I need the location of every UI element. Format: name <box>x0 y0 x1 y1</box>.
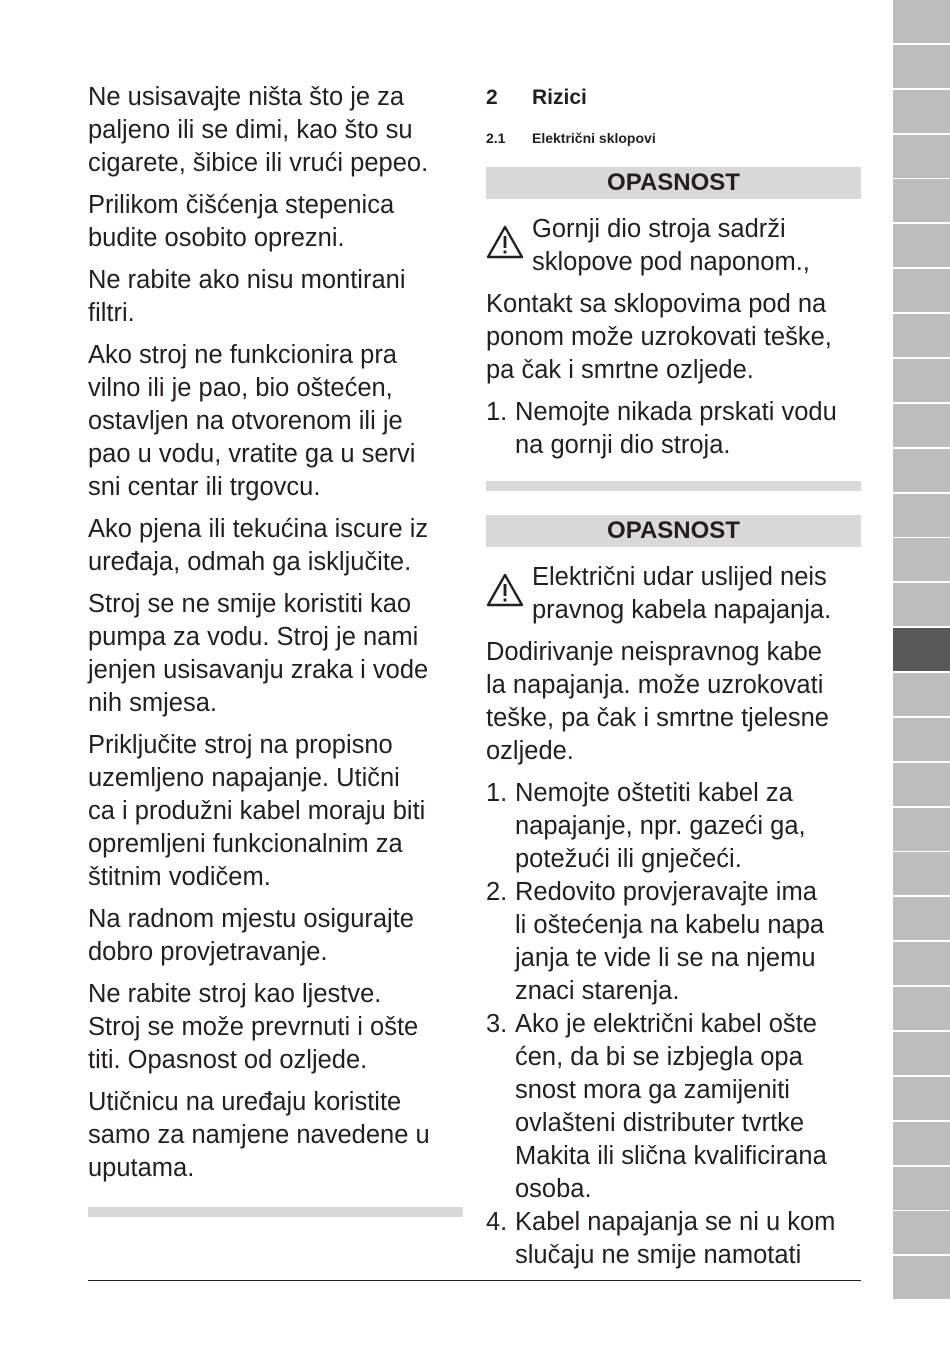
instruction-step <box>486 396 861 462</box>
thumb-tab <box>893 1256 950 1299</box>
step-text: Nemojte oštetiti kabel za napajanje, npr. gazeći ga, potežući ili gnječeći. <box>515 779 806 873</box>
thumb-tab <box>893 1032 950 1075</box>
danger-banner: OPASNOST <box>486 167 861 199</box>
thumb-index <box>893 0 950 1346</box>
thumb-tab <box>893 0 950 43</box>
safety-paragraph: Stroj se ne smije koristiti kao pumpa za vodu. Stroj je nami jenjen usisavanju zraka i vode nih smjesa. <box>88 590 429 717</box>
thumb-tab <box>893 45 950 88</box>
thumb-tab <box>893 673 950 716</box>
thumb-tab <box>893 449 950 492</box>
step-number: 2. <box>486 878 508 906</box>
warning-triangle-icon <box>486 573 524 607</box>
thumb-tab <box>893 494 950 537</box>
step-number: 3. <box>486 1010 508 1038</box>
step-number: 1. <box>486 398 508 426</box>
instruction-step <box>486 1206 861 1272</box>
thumb-tab <box>893 942 950 985</box>
safety-paragraph: Utičnicu na uređaju koristite samo za namjene navedene u uputama. <box>88 1088 430 1182</box>
step-text: Redovito provjeravajte ima li oštećenja na kabelu napa janja te vide li se na njemu znaci starenja. <box>515 878 825 1005</box>
warning-text: Gornji dio stroja sadrži sklopove pod naponom., <box>532 215 810 276</box>
thumb-tab <box>893 583 950 626</box>
danger-warning <box>486 561 861 627</box>
section-number: 2 <box>486 86 498 109</box>
thumb-tab <box>893 1122 950 1165</box>
thumb-tab-active <box>893 628 950 671</box>
safety-paragraph: Ne rabite ako nisu montirani filtri. <box>88 266 406 327</box>
thumb-tab <box>893 224 950 267</box>
instruction-list <box>486 396 861 462</box>
safety-paragraph: Prilikom čišćenja stepenica budite osobito oprezni. <box>88 191 395 252</box>
section-title: Rizici <box>532 86 587 109</box>
step-text: Kabel napajanja se ni u kom slučaju ne smije namotati <box>515 1208 836 1269</box>
instruction-step <box>486 876 861 1008</box>
subsection-number: 2.1 <box>486 130 506 146</box>
danger-description: Kontakt sa sklopovima pod na ponom može uzrokovati teške, pa čak i smrtne ozljede. <box>486 290 832 384</box>
warning-text: Električni udar uslijed neis pravnog kabela napajanja. <box>532 563 832 624</box>
thumb-tab <box>893 269 950 312</box>
thumb-tab <box>893 135 950 178</box>
thumb-tab <box>893 179 950 222</box>
thumb-tab <box>893 852 950 895</box>
thumb-tab <box>893 1211 950 1254</box>
footer-rule <box>88 1280 861 1281</box>
safety-paragraph: Ako pjena ili tekućina iscure iz uređaja, odmah ga isključite. <box>88 515 429 576</box>
danger-banner: OPASNOST <box>486 515 861 547</box>
thumb-tab <box>893 1077 950 1120</box>
thumb-tab <box>893 90 950 133</box>
thumb-tab <box>893 314 950 357</box>
safety-paragraph: Priključite stroj na propisno uzemljeno napajanje. Utični ca i produžni kabel moraju biti opremljeni funkcionalnim za štitnim vodičem. <box>88 731 426 891</box>
danger-description: Dodirivanje neispravnog kabe la napajanja. može uzrokovati teške, pa čak i smrtne tjelesne ozljede. <box>486 638 829 765</box>
block-end-rule <box>486 481 861 491</box>
safety-paragraph: Ako stroj ne funkcionira pra vilno ili je pao, bio oštećen, ostavljen na otvorenom ili je pao u vodu, vratite ga u servi sni centar ili trgovcu. <box>88 341 416 501</box>
safety-paragraph: Ne usisavajte ništa što je za paljeno ili se dimi, kao što su cigarete, šibice ili vrući pepeo. <box>88 83 429 177</box>
thumb-tab <box>893 808 950 851</box>
thumb-tab <box>893 897 950 940</box>
step-number: 4. <box>486 1208 508 1236</box>
left-column <box>88 81 463 1217</box>
safety-paragraph: Ne rabite stroj kao ljestve. Stroj se može prevrnuti i ošte titi. Opasnost od ozljede. <box>88 980 419 1074</box>
right-column <box>486 81 861 1272</box>
thumb-tab <box>893 359 950 402</box>
thumb-tab <box>893 1167 950 1210</box>
step-number: 1. <box>486 779 508 807</box>
section-heading <box>486 81 861 114</box>
instruction-step <box>486 1008 861 1206</box>
thumb-tab <box>893 763 950 806</box>
thumb-tab <box>893 404 950 447</box>
section-end-rule <box>88 1207 463 1217</box>
step-text: Ako je električni kabel ošte ćen, da bi se izbjegla opa snost mora ga zamijeniti ovlašteni distributer tvrtke Makita ili slična kvalificirana osoba. <box>515 1010 827 1203</box>
thumb-tab <box>893 718 950 761</box>
safety-paragraph: Na radnom mjestu osigurajte dobro provjetravanje. <box>88 905 414 966</box>
warning-triangle-icon <box>486 225 524 259</box>
danger-warning <box>486 213 861 279</box>
subsection-title: Električni sklopovi <box>532 130 656 146</box>
step-text: Nemojte nikada prskati vodu na gornji dio stroja. <box>515 398 837 459</box>
subsection-heading <box>486 123 861 153</box>
thumb-tab <box>893 987 950 1030</box>
instruction-step <box>486 777 861 876</box>
thumb-tab <box>893 538 950 581</box>
instruction-list <box>486 777 861 1272</box>
